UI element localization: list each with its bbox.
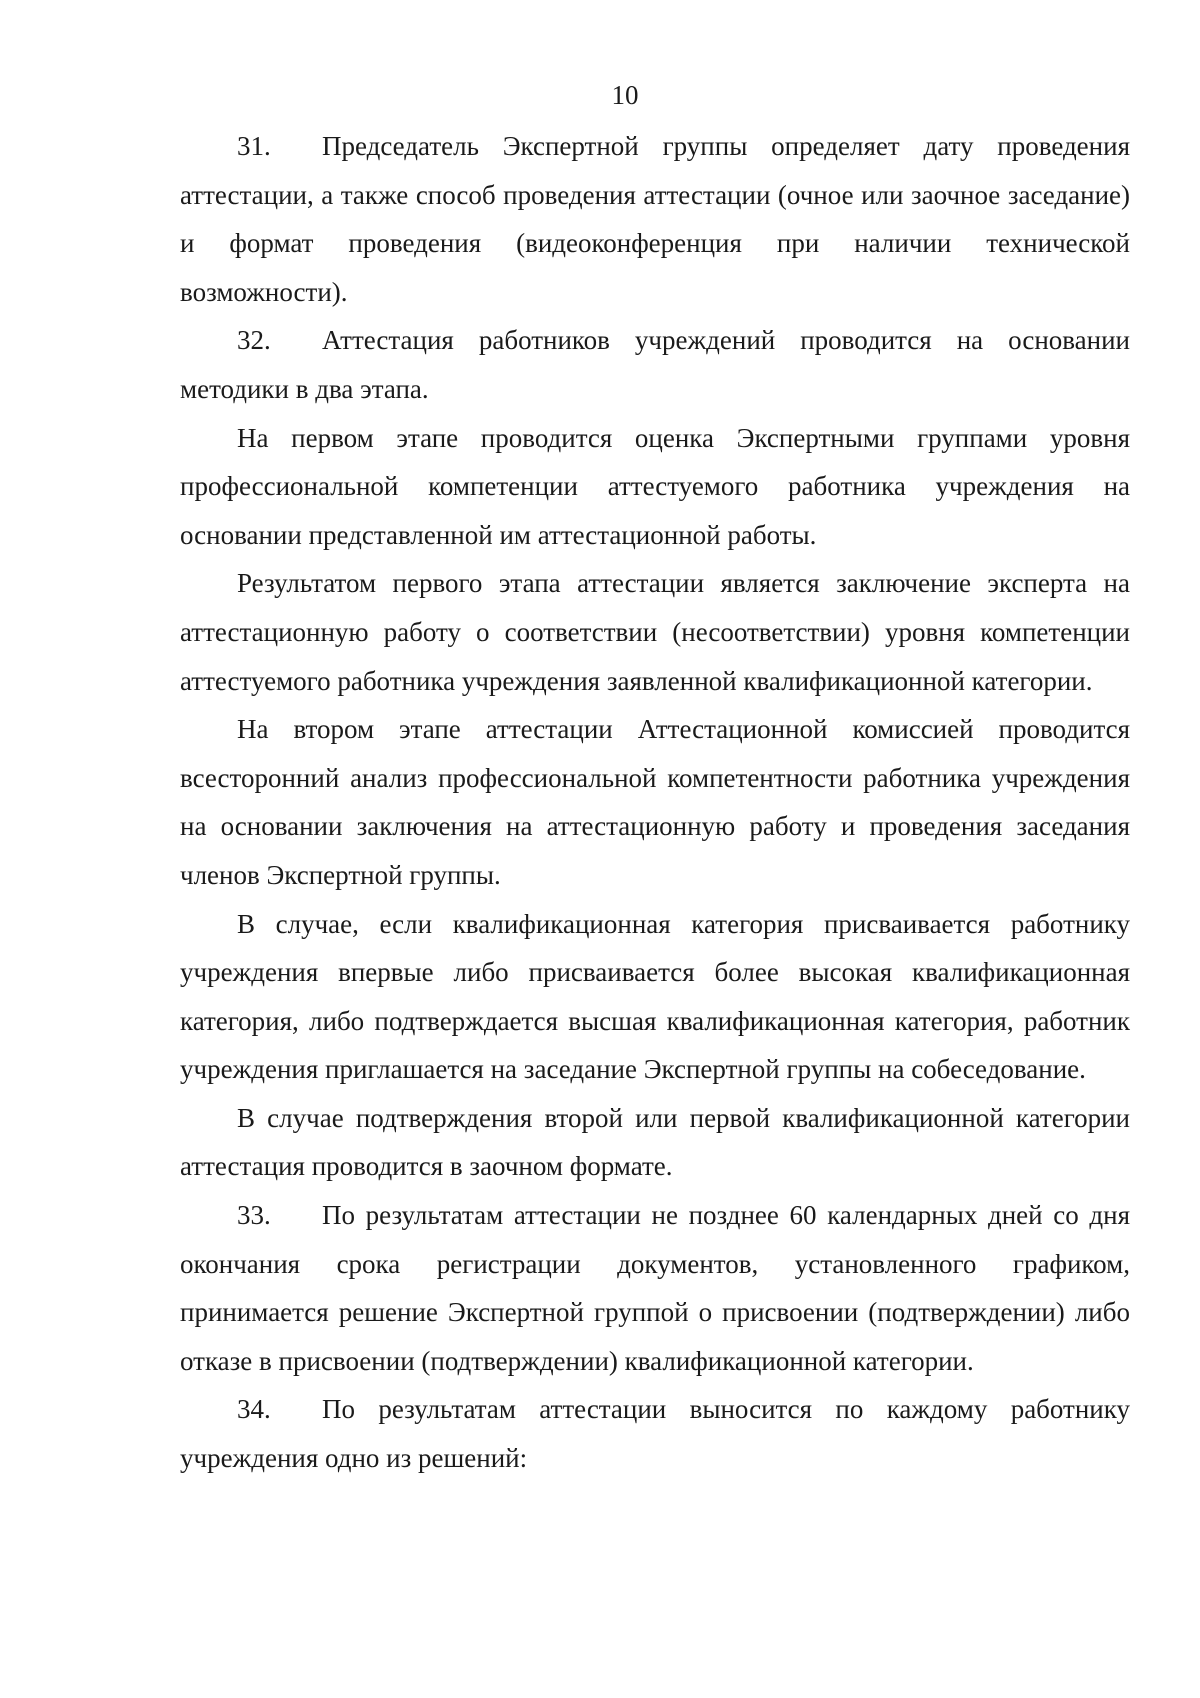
paragraph-34 — [180, 1385, 1130, 1482]
paragraph-stage-two — [180, 705, 1130, 899]
document-body — [180, 122, 1130, 1483]
paragraph-text: В случае, если квалификационная категория присваивается работнику учреждения впервые либо присваивается более высокая квалификационная категория, либо подтверждается высшая квалификационная категория, работник учреждения приглашается на заседание Экспертной группы на собеседование. — [180, 908, 1130, 1085]
paragraph-number: 31. — [237, 131, 271, 161]
paragraph-text: На втором этапе аттестации Аттестационной комиссией проводится всесторонний анализ профессиональной компетентности работника учреждения на основании заключения на аттестационную работу и проведения заседания членов Экспертной группы. — [180, 714, 1130, 890]
paragraph-text: В случае подтверждения второй или первой квалификационной категории аттестация проводится в заочном формате. — [180, 1102, 1130, 1182]
paragraph-text: По результатам аттестации выносится по каждому работнику учреждения одно из решений: — [180, 1394, 1130, 1474]
paragraph-text: Председатель Экспертной группы определяет дату проведения аттестации, а также способ проведения аттестации (очное или заочное заседание) и формат проведения (видеоконференция при наличии технической возможности). — [180, 131, 1130, 307]
paragraph-text: На первом этапе проводится оценка Экспертными группами уровня профессиональной компетенции аттестуемого работника учреждения на основании представленной им аттестационной работы. — [180, 422, 1130, 550]
paragraph-number: 34. — [237, 1394, 271, 1425]
paragraph-text: По результатам аттестации не позднее 60 календарных дней со дня окончания срока регистрации документов, установленного графиком, принимается решение Экспертной группой о присвоении (подтверждении) либо отказе в присвоении (подтверждении) квалификационной категории. — [180, 1200, 1130, 1376]
paragraph-text: Результатом первого этапа аттестации является заключение эксперта на аттестационную работу о соответствии (несоответствии) уровня компетенции аттестуемого работника учреждения заявленной квалификационной категории. — [180, 568, 1130, 696]
paragraph-stage-one — [180, 414, 1130, 560]
paragraph-stage-one-result — [180, 559, 1130, 705]
page-number: 10 — [611, 80, 639, 110]
paragraph-32 — [180, 316, 1130, 413]
paragraph-number: 32. — [237, 325, 271, 356]
paragraph-interview-case — [180, 900, 1130, 1094]
paragraph-remote-case — [180, 1094, 1130, 1191]
paragraph-31 — [180, 122, 1130, 316]
paragraph-text: Аттестация работников учреждений проводится на основании методики в два этапа. — [180, 325, 1130, 404]
paragraph-number: 33. — [237, 1200, 271, 1231]
paragraph-33 — [180, 1191, 1130, 1385]
